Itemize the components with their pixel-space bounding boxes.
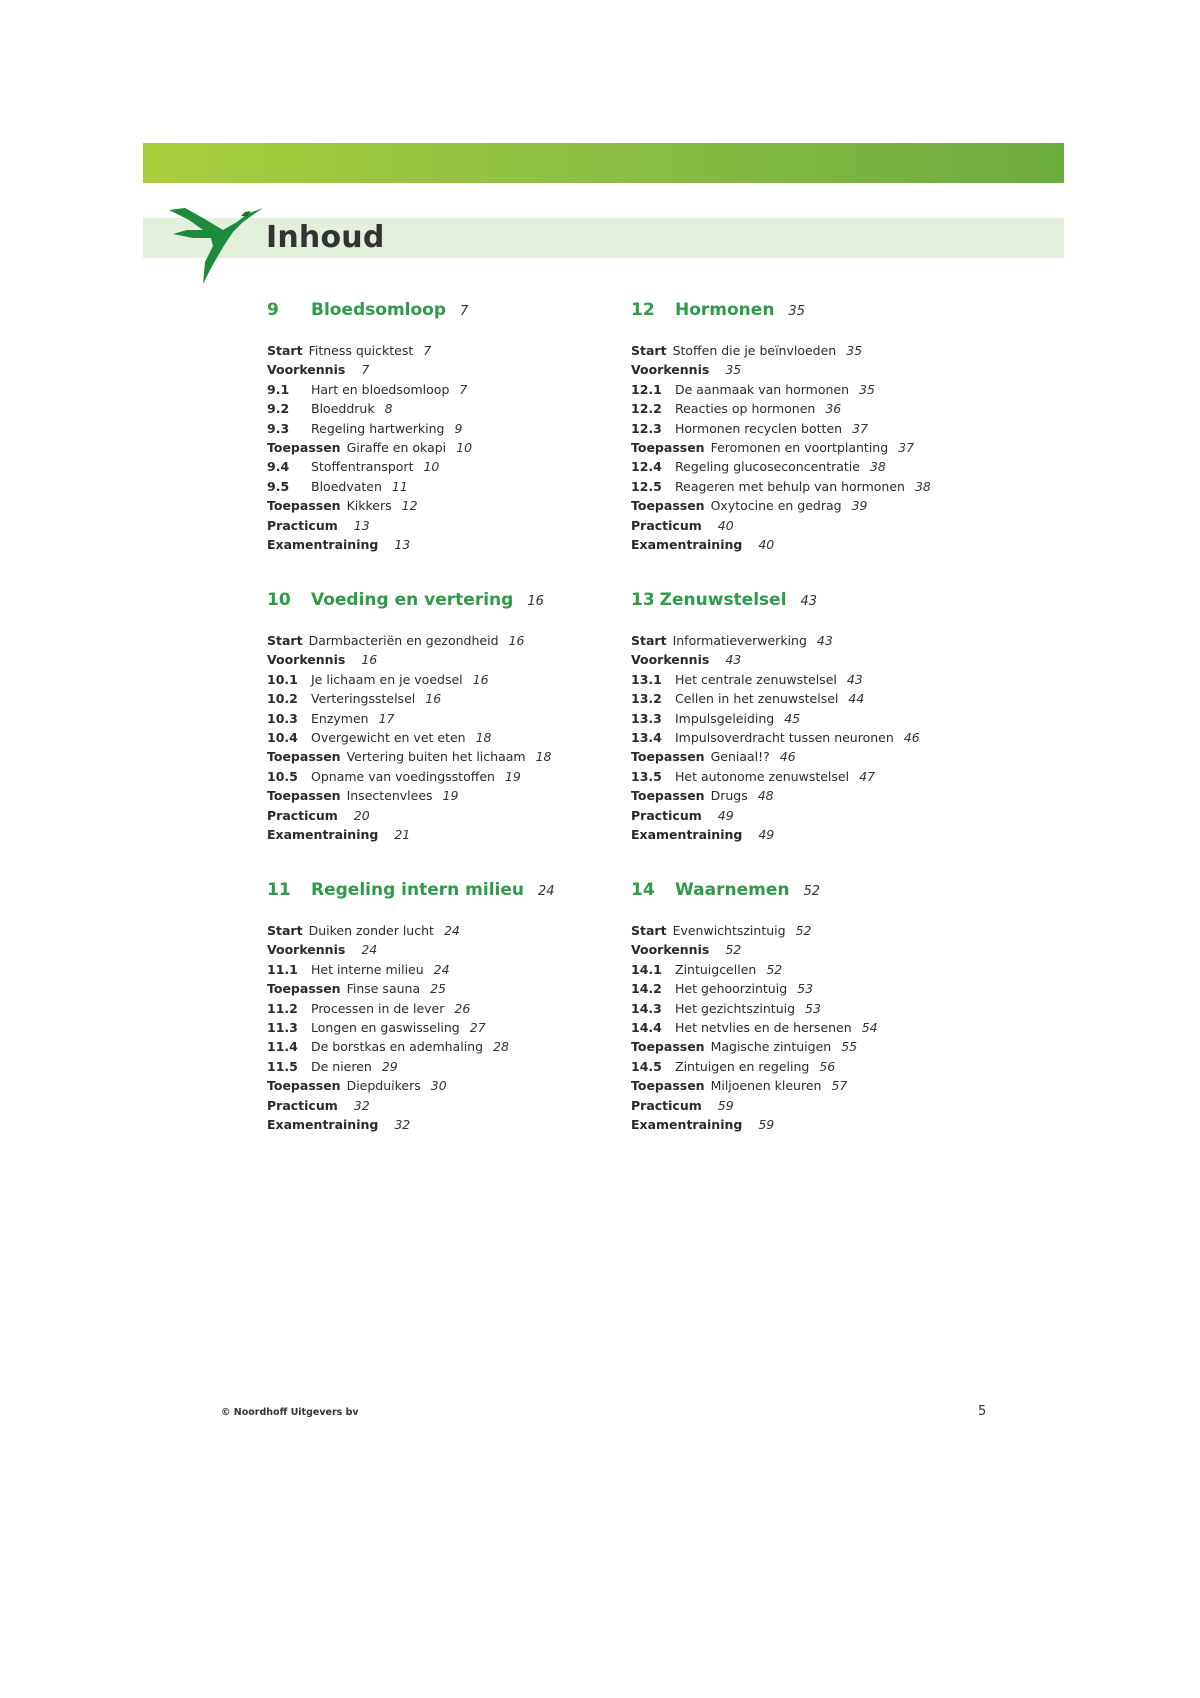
entry-text: Het interne milieu — [311, 961, 424, 977]
entry-page-number: 46 — [779, 749, 796, 765]
entry-page-number: 46 — [903, 729, 920, 745]
entry-page-number: 53 — [797, 981, 814, 997]
entry-page-number: 29 — [381, 1058, 398, 1074]
entry-text: Fitness quicktest — [308, 343, 414, 358]
entry-page-number: 12 — [401, 498, 418, 514]
toc-entry[interactable] — [267, 921, 607, 940]
toc-entry[interactable] — [631, 786, 971, 805]
toc-entry[interactable] — [631, 1037, 971, 1056]
toc-entry[interactable] — [631, 728, 971, 747]
toc-entry[interactable] — [267, 940, 607, 959]
entry-page-number: 19 — [504, 768, 521, 784]
entry-page-number: 13 — [353, 517, 370, 533]
chapter-heading[interactable] — [631, 877, 971, 903]
entry-text: Reageren met behulp van hormonen — [675, 478, 905, 494]
chapter-entries — [631, 921, 971, 1134]
toc-entry[interactable] — [267, 535, 607, 554]
entry-label: 9.4 — [267, 459, 290, 475]
entry-label: Voorkennis — [267, 362, 346, 378]
toc-entry[interactable] — [631, 631, 971, 650]
entry-text: Cellen in het zenuwstelsel — [675, 691, 839, 707]
entry-label: 14.4 — [631, 1019, 662, 1035]
entry-label: 11.5 — [267, 1058, 298, 1074]
chapter-number: 10 — [267, 590, 291, 610]
entry-label: 12.2 — [631, 401, 662, 417]
chapter-block — [267, 297, 607, 554]
entry-label: Examentraining — [631, 826, 743, 842]
entry-page-number: 11 — [391, 478, 408, 494]
entry-page-number: 49 — [717, 807, 734, 823]
entry-text: Diepduikers — [346, 1078, 421, 1094]
entry-text: Stoffen die je beïnvloeden — [672, 343, 837, 358]
entry-label: Toepassen — [631, 1078, 705, 1094]
page-title: Inhoud — [266, 220, 385, 255]
toc-entry[interactable] — [631, 438, 971, 457]
toc-entry[interactable] — [267, 999, 607, 1018]
entry-text: Geniaal!? — [710, 749, 770, 765]
entry-page-number: 24 — [433, 961, 450, 977]
entry-text: Zintuigcellen — [675, 961, 757, 977]
toc-entry[interactable] — [267, 438, 607, 457]
entry-text: Opname van voedingsstoffen — [311, 768, 495, 784]
chapter-page-number: 35 — [788, 304, 805, 319]
entry-label: Voorkennis — [631, 362, 710, 378]
entry-text: Impulsoverdracht tussen neuronen — [675, 729, 894, 745]
toc-entry[interactable] — [631, 380, 971, 399]
entry-page-number: 7 — [361, 362, 370, 378]
entry-page-number: 57 — [831, 1078, 848, 1094]
chapter-title: Regeling intern milieu — [311, 880, 524, 900]
entry-label: 10.4 — [267, 729, 298, 745]
entry-label: Voorkennis — [631, 942, 710, 958]
footer-page-number: 5 — [978, 1404, 987, 1419]
entry-page-number: 55 — [841, 1039, 858, 1055]
entry-label: Toepassen — [631, 1039, 705, 1055]
entry-page-number: 17 — [378, 710, 395, 726]
chapter-entries — [267, 921, 607, 1134]
toc-entry[interactable] — [631, 516, 971, 535]
toc-entry[interactable] — [267, 496, 607, 515]
toc-entry[interactable] — [267, 709, 607, 728]
entry-page-number: 47 — [859, 768, 875, 784]
entry-label: 13.5 — [631, 768, 662, 784]
toc-entry[interactable] — [631, 535, 971, 554]
toc-entry[interactable] — [267, 767, 607, 786]
entry-page-number: 44 — [848, 691, 865, 707]
entry-label: 9.5 — [267, 478, 290, 494]
chapter-number: 12 — [631, 300, 655, 320]
chapter-heading[interactable] — [631, 587, 971, 613]
toc-entry[interactable] — [631, 496, 971, 515]
entry-page-number: 43 — [816, 633, 833, 648]
entry-text: Kikkers — [346, 498, 392, 514]
entry-page-number: 52 — [795, 923, 812, 938]
entry-label: Start — [631, 923, 667, 938]
entry-label: Practicum — [631, 1097, 702, 1113]
toc-entry[interactable] — [267, 670, 607, 689]
entry-text: De nieren — [311, 1058, 372, 1074]
entry-label: 11.3 — [267, 1019, 298, 1035]
chapter-title: Bloedsomloop — [311, 300, 447, 320]
toc-entry[interactable] — [267, 747, 607, 766]
entry-page-number: 18 — [475, 729, 492, 745]
entry-page-number: 35 — [846, 343, 863, 358]
entry-page-number: 16 — [472, 671, 489, 687]
toc-entry[interactable] — [631, 477, 971, 496]
entry-page-number: 39 — [851, 498, 868, 514]
toc-entry[interactable] — [631, 689, 971, 708]
chapter-heading[interactable] — [631, 297, 971, 323]
chapter-page-number: 7 — [460, 304, 469, 319]
entry-label: 13.1 — [631, 671, 662, 687]
toc-entry[interactable] — [267, 960, 607, 979]
entry-label: Examentraining — [267, 826, 379, 842]
entry-label: 11.2 — [267, 1000, 298, 1016]
entry-text: Miljoenen kleuren — [710, 1078, 822, 1094]
entry-label: Examentraining — [267, 536, 379, 552]
entry-page-number: 40 — [717, 517, 734, 533]
entry-page-number: 49 — [758, 826, 775, 842]
entry-label: Start — [267, 633, 303, 648]
entry-page-number: 9 — [454, 420, 463, 436]
toc-entry[interactable] — [631, 921, 971, 940]
entry-text: Hormonen recyclen botten — [675, 420, 843, 436]
toc-entry[interactable] — [267, 1096, 607, 1115]
chapter-title: Waarnemen — [675, 880, 790, 900]
entry-label: 13.4 — [631, 729, 662, 745]
chapter-heading[interactable] — [267, 297, 607, 323]
entry-page-number: 7 — [459, 381, 468, 397]
toc-entry[interactable] — [267, 650, 607, 669]
entry-text: Enzymen — [311, 710, 369, 726]
toc-entry[interactable] — [631, 360, 971, 379]
entry-label: 10.2 — [267, 691, 298, 707]
entry-label: 11.1 — [267, 961, 298, 977]
entry-text: Oxytocine en gedrag — [710, 498, 842, 514]
chapter-number: 13 — [631, 590, 655, 610]
entry-text: Vertering buiten het lichaam — [346, 749, 526, 765]
entry-label: Examentraining — [631, 536, 743, 552]
entry-page-number: 8 — [384, 401, 393, 417]
toc-entry[interactable] — [267, 1037, 607, 1056]
entry-page-number: 7 — [423, 343, 432, 358]
toc-entry[interactable] — [631, 457, 971, 476]
entry-text: Impulsgeleiding — [675, 710, 775, 726]
entry-page-number: 59 — [717, 1097, 734, 1113]
toc-entry[interactable] — [267, 728, 607, 747]
toc-entry[interactable] — [267, 380, 607, 399]
entry-text: Bloeddruk — [311, 401, 375, 417]
entry-page-number: 28 — [493, 1039, 509, 1055]
entry-label: 9.3 — [267, 420, 290, 436]
toc-entry[interactable] — [631, 747, 971, 766]
entry-label: 12.4 — [631, 459, 662, 475]
entry-label: 12.5 — [631, 478, 662, 494]
entry-page-number: 54 — [861, 1019, 878, 1035]
entry-label: 10.3 — [267, 710, 298, 726]
entry-text: Het netvlies en de hersenen — [675, 1019, 852, 1035]
chapter-entries — [631, 631, 971, 844]
toc-entry[interactable] — [267, 806, 607, 825]
entry-page-number: 40 — [758, 536, 775, 552]
chapter-heading[interactable] — [267, 877, 607, 903]
entry-page-number: 16 — [361, 652, 378, 668]
entry-text: Magische zintuigen — [710, 1039, 832, 1055]
toc-entry[interactable] — [267, 360, 607, 379]
chapter-page-number: 24 — [537, 884, 555, 899]
entry-label: Start — [631, 343, 667, 358]
entry-label: Start — [267, 343, 303, 358]
entry-text: Bloedvaten — [311, 478, 382, 494]
toc-entry[interactable] — [631, 399, 971, 418]
entry-page-number: 19 — [442, 788, 459, 804]
toc-entry[interactable] — [631, 341, 971, 360]
toc-entry[interactable] — [631, 806, 971, 825]
chapter-number: 14 — [631, 880, 655, 900]
entry-label: 14.5 — [631, 1058, 662, 1074]
header-color-bar — [143, 143, 1064, 183]
toc-entry[interactable] — [267, 516, 607, 535]
chapter-page-number: 43 — [800, 594, 818, 609]
entry-page-number: 30 — [430, 1078, 447, 1094]
entry-text: Informatieverwerking — [672, 633, 807, 648]
chapter-entries — [267, 631, 607, 844]
entry-page-number: 27 — [469, 1019, 486, 1035]
entry-label: Toepassen — [267, 1078, 341, 1094]
entry-text: De borstkas en ademhaling — [311, 1039, 484, 1055]
entry-label: Practicum — [631, 517, 702, 533]
entry-label: Practicum — [267, 1097, 338, 1113]
toc-entry[interactable] — [267, 979, 607, 998]
chapter-page-number: 16 — [527, 594, 544, 609]
toc-entry[interactable] — [267, 1057, 607, 1076]
toc-entry[interactable] — [631, 960, 971, 979]
entry-label: Practicum — [631, 807, 702, 823]
entry-page-number: 56 — [819, 1058, 836, 1074]
entry-page-number: 45 — [784, 710, 801, 726]
entry-page-number: 43 — [846, 671, 863, 687]
entry-text: Duiken zonder lucht — [308, 923, 434, 938]
footer-copyright: © Noordhoff Uitgevers bv — [221, 1407, 359, 1418]
toc-entry[interactable] — [267, 825, 607, 844]
entry-page-number: 48 — [757, 788, 774, 804]
toc-entry[interactable] — [631, 940, 971, 959]
entry-label: Start — [631, 633, 667, 648]
entry-page-number: 52 — [725, 942, 742, 958]
toc-entry[interactable] — [267, 786, 607, 805]
entry-page-number: 52 — [766, 961, 783, 977]
entry-label: 13.2 — [631, 691, 662, 707]
chapter-block — [267, 877, 607, 1134]
entry-text: Het gehoorzintuig — [675, 981, 788, 997]
entry-text: Regeling hartwerking — [311, 420, 445, 436]
entry-text: Evenwichtszintuig — [672, 923, 786, 938]
entry-page-number: 59 — [758, 1116, 775, 1132]
entry-label: 13.3 — [631, 710, 662, 726]
chapter-block — [631, 297, 971, 554]
entry-page-number: 37 — [898, 439, 915, 455]
toc-entry[interactable] — [267, 689, 607, 708]
entry-page-number: 32 — [394, 1116, 411, 1132]
entry-page-number: 35 — [725, 362, 742, 378]
entry-text: Het gezichtszintuig — [675, 1000, 796, 1016]
entry-text: Drugs — [710, 788, 748, 804]
entry-label: Toepassen — [267, 788, 341, 804]
entry-text: Finse sauna — [346, 981, 421, 997]
toc-entry[interactable] — [631, 767, 971, 786]
entry-label: Examentraining — [631, 1116, 743, 1132]
entry-page-number: 20 — [353, 807, 370, 823]
toc-entry[interactable] — [631, 1057, 971, 1076]
chapter-block — [267, 587, 607, 844]
entry-page-number: 24 — [361, 942, 378, 958]
toc-entry[interactable] — [631, 1018, 971, 1037]
entry-label: 14.1 — [631, 961, 662, 977]
entry-page-number: 38 — [869, 459, 886, 475]
entry-text: Zintuigen en regeling — [675, 1058, 810, 1074]
entry-label: Toepassen — [631, 498, 705, 514]
entry-text: Het centrale zenuwstelsel — [675, 671, 837, 687]
entry-page-number: 26 — [454, 1000, 471, 1016]
chapter-title: Hormonen — [675, 300, 775, 320]
entry-text: Overgewicht en vet eten — [311, 729, 466, 745]
entry-label: 10.1 — [267, 671, 298, 687]
entry-page-number: 10 — [423, 459, 440, 475]
toc-entry[interactable] — [267, 1115, 607, 1134]
toc-entry[interactable] — [267, 419, 607, 438]
entry-label: 11.4 — [267, 1039, 298, 1055]
entry-page-number: 38 — [914, 478, 931, 494]
entry-label: Toepassen — [267, 498, 341, 514]
entry-text: Verteringsstelsel — [311, 691, 416, 707]
toc-entry[interactable] — [631, 1096, 971, 1115]
toc-entry[interactable] — [267, 457, 607, 476]
entry-text: Hart en bloedsomloop — [311, 381, 450, 397]
chapter-entries — [631, 341, 971, 554]
entry-page-number: 10 — [456, 439, 473, 455]
entry-label: 9.1 — [267, 381, 290, 397]
entry-text: Het autonome zenuwstelsel — [675, 768, 850, 784]
entry-page-number: 43 — [725, 652, 742, 668]
chapter-entries — [267, 341, 607, 554]
toc-entry[interactable] — [267, 477, 607, 496]
toc-entry[interactable] — [631, 1115, 971, 1134]
entry-label: 12.3 — [631, 420, 662, 436]
chapter-title: Zenuwstelsel — [659, 590, 787, 610]
entry-label: 9.2 — [267, 401, 290, 417]
toc-entry[interactable] — [631, 825, 971, 844]
entry-label: Toepassen — [631, 439, 705, 455]
toc-entry[interactable] — [631, 670, 971, 689]
chapter-block — [631, 587, 971, 844]
toc-entry[interactable] — [631, 979, 971, 998]
entry-text: De aanmaak van hormonen — [675, 381, 850, 397]
entry-text: Stoffentransport — [311, 459, 414, 475]
entry-label: Toepassen — [267, 439, 341, 455]
entry-label: Voorkennis — [267, 652, 346, 668]
entry-text: Je lichaam en je voedsel — [311, 671, 463, 687]
entry-page-number: 35 — [859, 381, 875, 397]
entry-text: Longen en gaswisseling — [311, 1019, 460, 1035]
toc-entry[interactable] — [267, 1018, 607, 1037]
entry-label: Voorkennis — [631, 652, 710, 668]
entry-page-number: 16 — [508, 633, 525, 648]
entry-label: Toepassen — [267, 981, 341, 997]
entry-label: 12.1 — [631, 381, 662, 397]
entry-label: 10.5 — [267, 768, 298, 784]
toc-entry[interactable] — [631, 419, 971, 438]
entry-label: 14.2 — [631, 981, 662, 997]
entry-page-number: 18 — [535, 749, 552, 765]
entry-text: Insectenvlees — [346, 788, 433, 804]
entry-label: Toepassen — [631, 788, 705, 804]
chapter-number: 9 — [267, 300, 279, 320]
entry-page-number: 25 — [430, 981, 447, 997]
toc-entry[interactable] — [631, 709, 971, 728]
chapter-page-number: 52 — [803, 884, 820, 899]
entry-label: Examentraining — [267, 1116, 379, 1132]
toc-entry[interactable] — [631, 999, 971, 1018]
entry-label: Toepassen — [267, 749, 341, 765]
toc-entry[interactable] — [631, 1076, 971, 1095]
entry-page-number: 13 — [394, 536, 411, 552]
entry-page-number: 21 — [394, 826, 411, 842]
toc-entry[interactable] — [267, 631, 607, 650]
entry-page-number: 32 — [353, 1097, 370, 1113]
toc-entry[interactable] — [267, 341, 607, 360]
entry-page-number: 36 — [825, 401, 842, 417]
entry-page-number: 24 — [443, 923, 460, 938]
chapter-heading[interactable] — [267, 587, 607, 613]
entry-label: 14.3 — [631, 1000, 662, 1016]
entry-text: Reacties op hormonen — [675, 401, 816, 417]
entry-text: Regeling glucoseconcentratie — [675, 459, 860, 475]
entry-text: Giraffe en okapi — [346, 439, 447, 455]
entry-label: Practicum — [267, 517, 338, 533]
entry-page-number: 37 — [852, 420, 868, 436]
toc-entry[interactable] — [267, 1076, 607, 1095]
entry-label: Start — [267, 923, 303, 938]
toc-entry[interactable] — [631, 650, 971, 669]
entry-label: Voorkennis — [267, 942, 346, 958]
entry-page-number: 16 — [425, 691, 442, 707]
entry-label: Practicum — [267, 807, 338, 823]
entry-label: Toepassen — [631, 749, 705, 765]
chapter-number: 11 — [267, 880, 291, 900]
entry-text: Darmbacteriën en gezondheid — [308, 633, 499, 648]
entry-page-number: 53 — [805, 1000, 821, 1016]
chapter-block — [631, 877, 971, 1134]
hummingbird-logo-icon — [163, 200, 273, 288]
chapter-title: Voeding en vertering — [311, 590, 514, 610]
toc-entry[interactable] — [267, 399, 607, 418]
entry-text: Feromonen en voortplanting — [710, 439, 889, 455]
entry-text: Processen in de lever — [311, 1000, 445, 1016]
